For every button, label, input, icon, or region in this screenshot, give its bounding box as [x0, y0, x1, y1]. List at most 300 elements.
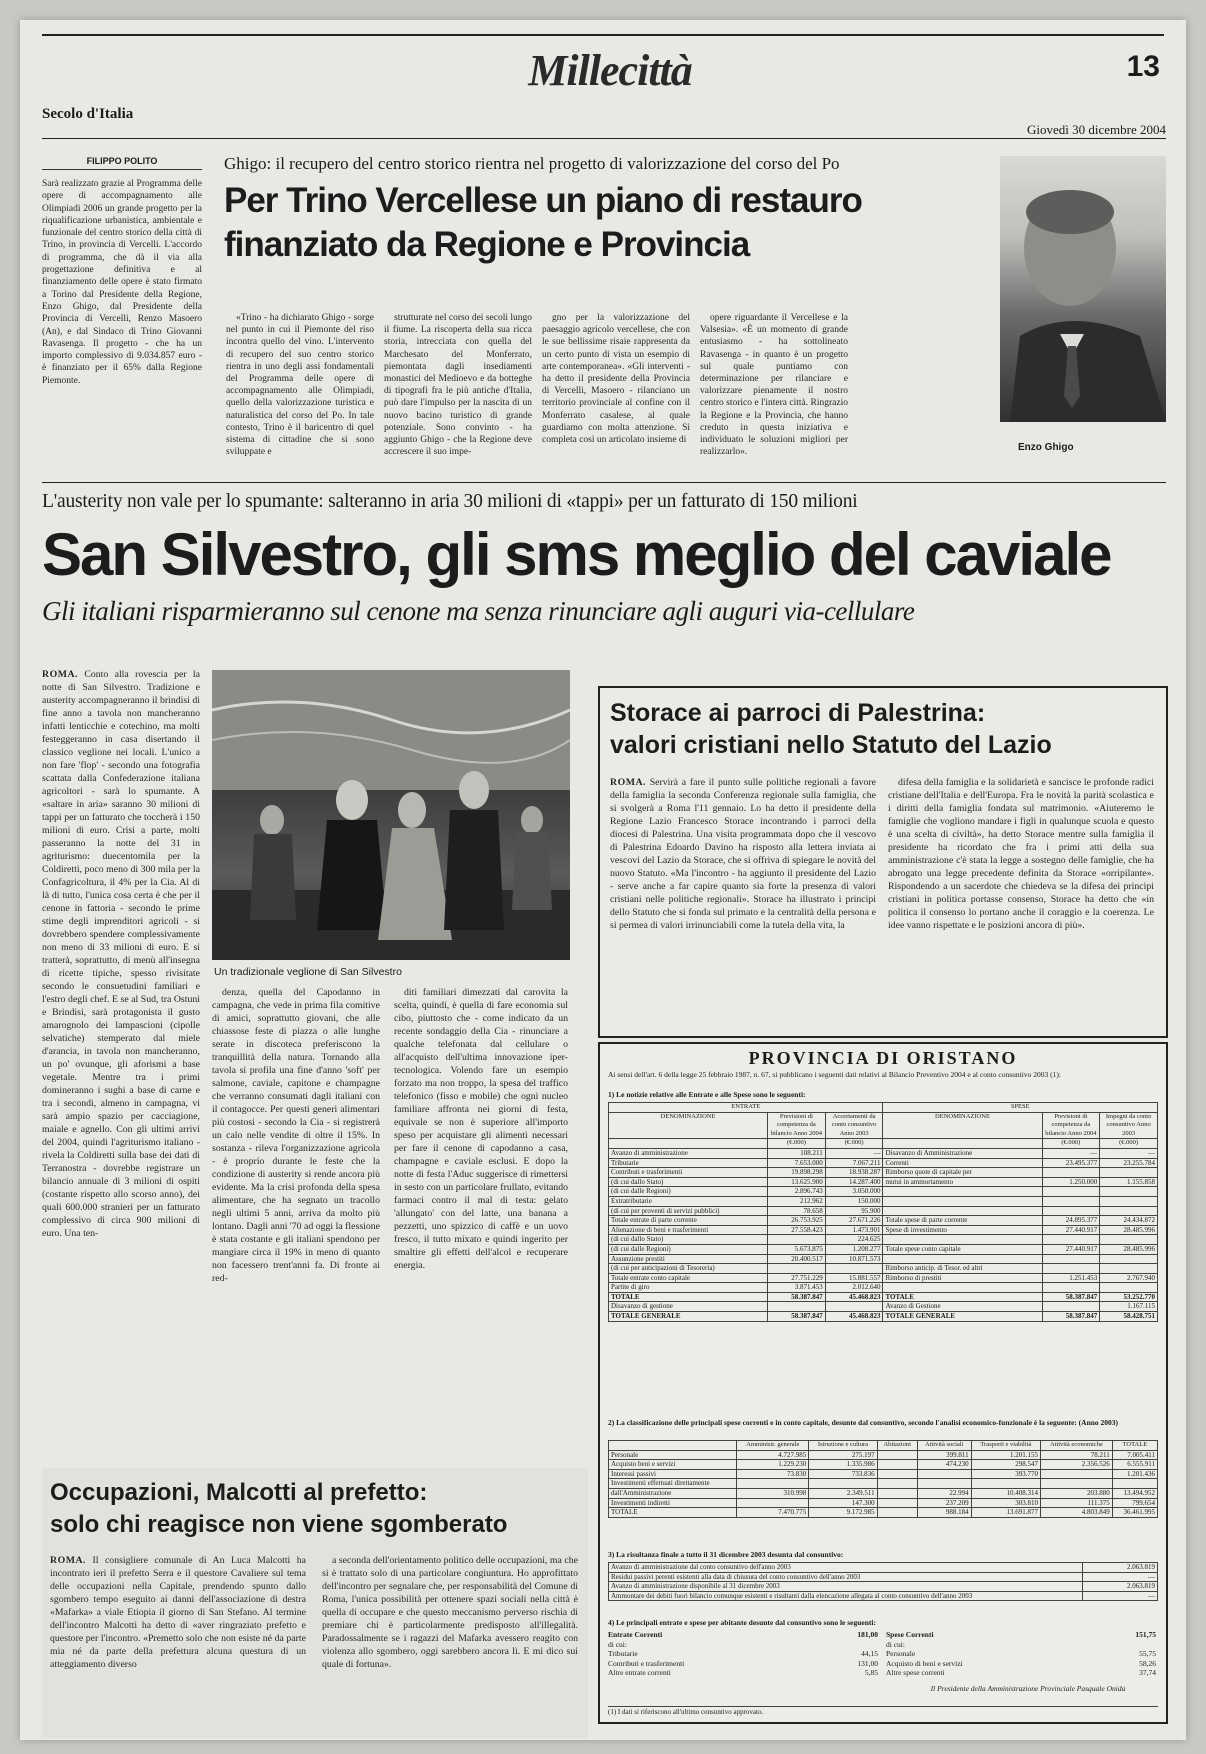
entrate-correnti-value: 181,00	[857, 1630, 878, 1639]
table-cell: 3.050.000	[825, 1187, 883, 1197]
table-cell: Disavanzo di gestione	[609, 1302, 768, 1312]
table-row	[609, 1235, 1158, 1245]
table-cell: 4.803.849	[1041, 1508, 1113, 1518]
table-cell	[971, 1479, 1040, 1489]
table-cell	[1042, 1254, 1100, 1264]
table-cell: 1.167.115	[1100, 1302, 1158, 1312]
table-row	[609, 1196, 1158, 1206]
table-cell: 18.938.287	[825, 1168, 883, 1178]
storace-col-1-text: Servirà a fare il punto sulle politiche regionali a favore della famiglia la seconda Conferenza regionale sulla famiglia, che si svolgerà a Roma l'11 gennaio. Lo ha detto il presidente della Regione Lazio Francesco Storace incontrando i parroci della diocesi di Palestrina. Una visita programmata dopo che il vescovo di Palestrina Edoardo Davino ha risposto alla lettera inviata ai vescovi del Lazio da Storace, che si offriva di spiegare le novità del nuovo Statuto. «Ma l'incontro - ha aggiunto il presidente del Lazio - serve anche a far capire quanto sia forte la presenza di valori cristiani nelle politiche regionali». Storace ha illustrato i principi dello Statuto che si fonda sul primato e la centralità della persona e si permea di valori irrinunciabili come la tutela della vita, la	[610, 777, 876, 931]
table-cell: 988.184	[917, 1508, 971, 1518]
table-cell	[1042, 1206, 1100, 1216]
table-cell: 4.727.985	[737, 1450, 809, 1460]
table-row	[609, 1469, 1158, 1479]
per-capita-label: Personale	[886, 1649, 916, 1658]
table-row	[609, 1582, 1158, 1592]
table-cell: mutui in ammortamento	[883, 1177, 1042, 1187]
trino-col-2-text: «Trino - ha dichiarato Ghigo - sorge nel punto in cui il Piemonte del riso incontra quello del vino. L'intervento di recupero del suo centro storico rientra in uno degli assi fondamentali del Programma delle opere di accompagnamento alle Olimpiadi, quello della valorizzazione turistica e naturalistica del corso del Po. In tale contesto, Trino è il baricentro di quel sistema di cittadine che si sono sviluppate e	[226, 313, 374, 458]
per-capita-row	[886, 1640, 1156, 1650]
unit-spacer	[883, 1139, 1042, 1149]
table-row	[609, 1225, 1158, 1235]
per-capita-row	[886, 1649, 1156, 1659]
table-cell: 27.440.917	[1042, 1244, 1100, 1254]
table-cell	[877, 1460, 917, 1470]
table-row	[609, 1488, 1158, 1498]
table-cell: 237.209	[917, 1498, 971, 1508]
table-cell	[1042, 1196, 1100, 1206]
table-cell: Correnti	[883, 1158, 1042, 1168]
per-capita-right	[886, 1630, 1156, 1678]
silvestro-col-3-text: diti familiari dimezzati dal carovita la scelta, quindi, è quella di fare economia sul cibo, piuttosto che - come indicato da un recente sondaggio della Cia - rinunciare a qualche telefonata dal cellulare o all'acquisto dell'ultima innovazione iper-tecnologica. Volendo fare un esempio forzato ma non troppo, la spesa del traffico telefonico (fisso e mobile) che ogni nucleo familiare affronta nei giorni di festa, equivale se non è superiore all'importo speso per acquistare gli alimenti necessari per fare il cenone di capodanno a casa, champagne e caviale esclusi. E dopo la notte di festa l'Aduc suggerisce di rimettersi in sesto con un particolare frullato, evitando farmaci contro il mal di testa: gelato 'allungato' con del latte, una banana a pezzetti, uno spizzico di caffè e un uovo fresco, il tutto mixato e quindi ingerito per smaltire gli effetti dell'alcol e recuperare energia.	[394, 987, 568, 1271]
table-cell: 212.962	[768, 1196, 826, 1206]
table-cell: Totale entrate di parte corrente	[609, 1216, 768, 1226]
dance-scene-illustration	[212, 670, 570, 960]
per-capita-value: 5,85	[864, 1668, 878, 1677]
table-cell	[1041, 1469, 1113, 1479]
section-rule	[42, 482, 1166, 483]
trino-headline-1: Per Trino Vercellese un piano di restauro	[224, 181, 862, 220]
table-cell: Disavanzo di Amministrazione	[883, 1148, 1042, 1158]
table-cell: 45.468.823	[825, 1312, 883, 1322]
table-cell: 14.287.400	[825, 1177, 883, 1187]
table-row	[609, 1168, 1158, 1178]
table-cell: Acquisto beni e servizi	[609, 1460, 737, 1470]
table-cell: Totale spese di parte corrente	[883, 1216, 1042, 1226]
table-row	[609, 1450, 1158, 1460]
table-row	[609, 1216, 1158, 1226]
col-header: Previsioni di competenza da bilancio Anno 2004	[768, 1112, 826, 1139]
table-cell	[1041, 1479, 1113, 1489]
table-cell: 7.067.211	[825, 1158, 883, 1168]
col-header: Accertamenti da conto consuntivo Anno 2003	[825, 1112, 883, 1139]
table-cell: —	[825, 1148, 883, 1158]
table-cell	[1100, 1264, 1158, 1274]
table-cell	[1042, 1264, 1100, 1274]
table-cell: 310.998	[737, 1488, 809, 1498]
table-cell	[877, 1498, 917, 1508]
table-cell: dall'Amministrazione	[609, 1488, 737, 1498]
table-cell: 1.208.277	[825, 1244, 883, 1254]
table-cell	[1042, 1187, 1100, 1197]
table-cell: 27.440.917	[1042, 1225, 1100, 1235]
table-cell: 399.811	[917, 1450, 971, 1460]
table-cell	[917, 1469, 971, 1479]
oristano-rows	[609, 1148, 1158, 1321]
table-cell: Investimenti indiretti	[609, 1498, 737, 1508]
table-row	[609, 1177, 1158, 1187]
table-cell	[1100, 1168, 1158, 1178]
table-2-header	[609, 1441, 1158, 1451]
table-cell	[1042, 1168, 1100, 1178]
unit-label: (€.000)	[825, 1139, 883, 1149]
silvestro-subhead: Gli italiani risparmieranno sul cenone ma senza rinunciare agli auguri via-cellulare	[42, 596, 915, 626]
occupazioni-dateline: ROMA.	[50, 1555, 86, 1566]
trino-col-3-text: strutturate nel corso dei secoli lungo il fiume. La riscoperta della sua ricca storia, intrecciata con quella del Marchesato del Monferrato, piemontata dagli insediamenti monastici del Medioevo e da botteghe di tipografi fra le più antiche d'Italia, può dare l'impulso per la nascita di un nuovo bacino turistico di grande potenziale. Sono convinto - ha aggiunto Ghigo - che la Regione deve accrescere il suo impe-	[384, 313, 532, 458]
section-title: Millecittà	[528, 46, 692, 95]
portrait-illustration	[1000, 156, 1166, 422]
table-cell: 1.229.230	[737, 1460, 809, 1470]
table-cell: 1.155.858	[1100, 1177, 1158, 1187]
per-capita-value: 44,15	[861, 1649, 878, 1658]
table-cell	[825, 1264, 883, 1274]
per-capita-label: Altre spese correnti	[886, 1668, 945, 1677]
silvestro-col-1-text: Conto alla rovescia per la notte di San Silvestro. Tradizione e austerity accompagneranno il brindisi di fine anno a tavola non mancheranno infatti lenticchie e cotechino, ma molti festeggeranno in casa disertando il classico veglione nei locali. L'unico a non fare 'flop' - secondo una fotografia scattata dalla Confederazione italiana agricoltori - sarà lo spumante. A «saltare in aria» saranno 30 milioni di tappi per un fatturato che toccherà i 150 milioni di euro. Crisi a parte, molti passeranno la notte del 31 in agriturismo: duecentomila per la Coldiretti, poco meno di 300 mila per la Confagricoltura, il 4% per la Cia. Al di là di tutto, l'unica cosa certa è che per il cenone in fattoria - secondo le prime stime degli imprenditori agricoli - si dovrebbero spendere complessivamente non meno di 33 milioni di euro. E si tratterà, soprattutto, di menù all'insegna di ricette tipiche, spesso rivisitate secondo le consuetudini familiari e l'estro degli chef. E se al Sud, tra Ostuni e Brindisi, sarà protagonista il gusto amarognolo dei lampascioni (cipolle selvatiche) stemperato dal miele d'arancia, in tavola non mancheranno, un po' ovunque, gli aforismi a base vegetale. Mentre tra i primi domineranno i sughi a base di carne e tra i secondi, almeno in campagna, vi sarà ampio spazio per cacciagione, maiale e agnello. Con gli ultimi arrivi del 2004, quindi l'agriturismo italiano - rivela la Coldiretti sulla base dei dati di Terranostra - dovrebbe registrare un bilancio annuale di 3 milioni di ospiti (costante rispetto allo scorso anno), dei quali 600.000 stranieri per un fatturato complessivo di circa 900 milioni di euro. Una ten-	[42, 669, 200, 1239]
trino-lead-column	[42, 178, 202, 478]
table-row	[609, 1508, 1158, 1518]
table-cell: 13.494.952	[1112, 1488, 1157, 1498]
table-cell: 28.485.996	[1100, 1225, 1158, 1235]
table-cell: 78.658	[768, 1206, 826, 1216]
table-cell: Attività economiche	[1041, 1441, 1113, 1451]
table-cell: 28.485.996	[1100, 1244, 1158, 1254]
col-header: Impegni da conto consuntivo Anno 2003	[1100, 1112, 1158, 1139]
table-cell: 5.673.875	[768, 1244, 826, 1254]
oristano-table-2	[608, 1440, 1158, 1518]
table-cell: (di cui dalle Regioni)	[609, 1187, 768, 1197]
table-cell	[768, 1235, 826, 1245]
table-cell: 78.211	[1041, 1450, 1113, 1460]
entrate-correnti-label: Entrate Correnti	[608, 1630, 663, 1639]
table-cell: 2.063.819	[1083, 1563, 1158, 1573]
table-cell	[768, 1302, 826, 1312]
table-cell: 95.900	[825, 1206, 883, 1216]
table-cell: —	[1083, 1572, 1158, 1582]
table-cell: 2.896.743	[768, 1187, 826, 1197]
occupazioni-col-1-text: Il consigliere comunale di An Luca Malcotti ha incontrato ieri il prefetto Serra e il questore Cavaliere sul tema delle occupazioni nella Capitale, prendendo spunto dallo sgombero tempo eseguito ai danni dell'associazione di destra «Mafarka» a viale Etiopia il giorno di San Stefano. Al termine dell'incontro Malcotti ha detto di «aver ringraziato prefetto e questore per l'incontro. «Premetto solo che non esiste né da parte mia né da parte della prefettura alcuna questura di un atteggiamento diverso	[50, 1555, 306, 1670]
table-cell: —	[1083, 1591, 1158, 1601]
table-cell: 58.387.847	[1042, 1292, 1100, 1302]
oristano-section-1: 1) Le notizie relative alle Entrate e alle Spese sono le seguenti:	[608, 1090, 806, 1099]
table-cell: Tributarie	[609, 1158, 768, 1168]
table-cell: Spese di investimento	[883, 1225, 1042, 1235]
table-cell	[883, 1283, 1042, 1293]
table-cell: 58.428.751	[1100, 1312, 1158, 1322]
table-row	[609, 1591, 1158, 1601]
table-cell: 203.880	[1041, 1488, 1113, 1498]
table-cell: —	[1100, 1148, 1158, 1158]
table-cell: Assunzione prestiti	[609, 1254, 768, 1264]
per-capita-right-rows	[886, 1640, 1156, 1678]
table-cell: Investimenti effettuati direttamente	[609, 1479, 737, 1489]
table-cell	[883, 1235, 1042, 1245]
table-cell	[1100, 1283, 1158, 1293]
oristano-title: PROVINCIA DI ORISTANO	[748, 1048, 1018, 1068]
table-cell: 10.408.314	[971, 1488, 1040, 1498]
oristano-table-1	[608, 1102, 1158, 1322]
occupazioni-headline-1: Occupazioni, Malcotti al prefetto:	[50, 1479, 428, 1506]
table-cell: 7.470.775	[737, 1508, 809, 1518]
trino-lead-text: Sarà realizzato grazie al Programma delle opere di accompagnamento alle Olimpiadi 2006 un grande progetto per la riqualificazione urbanistica, ambientale e funzionale del centro storico della città di Trino, in provincia di Vercelli. L'accordo di programma, che dà il via alla progettazione definitiva e al finanziamento delle opere è stato firmato a Torino dal Presidente della Regione, Enzo Ghigo, dal Presidente della Provincia di Vercelli, Renzo Masoero (An), e dal Sindaco di Trino Giovanni Ravasenga. Il progetto - che ha un importo complessivo di 9.034.857 euro - è finanziato per il 65% dalla Regione Piemonte.	[42, 179, 202, 386]
table-cell: 22.994	[917, 1488, 971, 1498]
per-capita-label: Acquisto di beni e servizi	[886, 1658, 963, 1668]
table-cell: 1.201.436	[1112, 1469, 1157, 1479]
oristano-section-4: 4) Le principali entrate e spese per abitante desunte dal consuntivo sono le seguenti:	[608, 1618, 876, 1627]
table-row	[609, 1572, 1158, 1582]
table-row	[609, 1292, 1158, 1302]
table-cell: 23.255.784	[1100, 1158, 1158, 1168]
per-capita-row	[886, 1659, 1156, 1669]
silvestro-kicker: L'austerity non vale per lo spumante: salteranno in aria 30 milioni di «tappi» per un fatturato di 150 milioni	[42, 491, 858, 512]
table-row	[609, 1563, 1158, 1573]
table-cell: TOTALE GENERALE	[609, 1312, 768, 1322]
trino-col-5-text: opere riguardante il Vercellese e la Valsesia». «È un momento di grande entusiasmo - ha sottolineato Ravasenga - in quanto è un progetto sul quale puntiamo con determinazione per rilanciare e valorizzare pienamente il nostro centro storico e l'intera città. Ringrazio la Regione e la Provincia, che hanno creduto in questa iniziativa e individuato le soluzioni migliori per realizzarlo».	[700, 313, 848, 458]
table-row	[609, 1312, 1158, 1322]
table-2-rows	[609, 1450, 1158, 1517]
trino-col-3	[384, 312, 532, 480]
storace-col-2-text: difesa della famiglia e la solidarietà e sancisce le profonde radici cristiane dell'Italia e dell'Europa. Fra le novità la parità scolastica e i diritti della famiglia fondata sul matrimonio. «Aiuteremo le famiglie che vogliono mandare i figli in qualunque scuola e questo è una scelta di civiltà», ha detto Storace mentre sulla famiglia il presidente ha ricordato che fra i primi atti della sua amministrazione c'è stata la legge a sostegno delle famiglie, che ha abrogato una legge precedente definita da Storace «orripilante». Rispondendo a un sacerdote che chiedeva se la difesa dei principi cristiani in politica portasse consenso, Storace ha detto che «in politica il consenso lo portano anche il coraggio e la coerenza. Le idee vanno rispettate e le posizioni ancora di più».	[888, 777, 1154, 931]
table-row	[609, 1283, 1158, 1293]
table-cell: 58.387.847	[768, 1312, 826, 1322]
paper-name: Secolo d'Italia	[42, 106, 134, 122]
table-cell: 6.555.911	[1112, 1460, 1157, 1470]
oristano-notice	[598, 1042, 1168, 1724]
table-cell: TOTALE	[1112, 1441, 1157, 1451]
table-cell	[737, 1498, 809, 1508]
table-cell: 24.895.377	[1042, 1216, 1100, 1226]
table-row	[609, 1498, 1158, 1508]
trino-col-4-text: gno per la valorizzazione del paesaggio agricolo vercellese, che con le sue bellissime risaie rappresenta da un certo punto di vista un esempio di arte contemporanea». «Gli interventi - ha detto il presidente della Provincia di Vercelli, Masoero - rilanciano un territorio provinciale al confine con il Monferrato casalese, al quale guardiamo con molta attenzione. Si completa così un articolato insieme di	[542, 313, 690, 446]
entrate-correnti-row	[608, 1630, 878, 1640]
table-cell: Avanzo di amministrazione dal conto consuntivo dell'anno 2003	[609, 1563, 1083, 1573]
trino-col-4	[542, 312, 690, 480]
silvestro-col-2	[212, 986, 380, 1458]
table-cell: Ammontare dei debiti fuori bilancio comunque esistenti e risultanti dalla elencazione allegata al conto consuntivo dell'anno 2003	[609, 1591, 1083, 1601]
table-row	[609, 1187, 1158, 1197]
table-cell: 2.356.526	[1041, 1460, 1113, 1470]
table-row	[609, 1273, 1158, 1283]
per-capita-row	[608, 1668, 878, 1678]
silvestro-headline: San Silvestro, gli sms meglio del caviale	[42, 521, 1111, 588]
per-capita-row	[608, 1640, 878, 1650]
trino-col-5	[700, 312, 848, 480]
per-capita-value: 55,75	[1139, 1649, 1156, 1658]
table-cell	[883, 1254, 1042, 1264]
spese-correnti-row	[886, 1630, 1156, 1640]
table-cell	[1100, 1235, 1158, 1245]
table-cell: 275.197	[809, 1450, 877, 1460]
trino-headline-2: finanziato da Regione e Provincia	[224, 225, 750, 264]
table-cell: (di cui dalle Regioni)	[609, 1244, 768, 1254]
table-cell: 73.830	[737, 1469, 809, 1479]
table-cell: 19.898.298	[768, 1168, 826, 1178]
table-cell: TOTALE	[609, 1292, 768, 1302]
per-capita-row	[608, 1659, 878, 1669]
silvestro-col-3	[394, 986, 568, 1458]
per-capita-label: di cui:	[608, 1639, 627, 1649]
table-cell: TOTALE	[883, 1292, 1042, 1302]
table-row	[609, 1254, 1158, 1264]
storace-col-1	[610, 776, 876, 1028]
table-cell: —	[1042, 1148, 1100, 1158]
table-cell: (di cui dallo Stato)	[609, 1235, 768, 1245]
table-cell: 733.836	[809, 1469, 877, 1479]
table-cell: 474.230	[917, 1460, 971, 1470]
table-cell: Totale spese conto capitale	[883, 1244, 1042, 1254]
table-cell: Rimborso di prestiti	[883, 1273, 1042, 1283]
table-cell: 1.473.901	[825, 1225, 883, 1235]
silvestro-dateline: ROMA.	[42, 669, 78, 680]
issue-date: Giovedì 30 dicembre 2004	[1027, 122, 1166, 137]
masthead-rule	[42, 138, 1166, 139]
table-cell: 15.881.557	[825, 1273, 883, 1283]
table-cell: Rimborso quote di capitale per	[883, 1168, 1042, 1178]
entrate-label: ENTRATE	[609, 1103, 883, 1113]
newspaper-page	[20, 20, 1186, 1740]
veglione-caption: Un tradizionale veglione di San Silvestro	[214, 966, 402, 978]
occupazioni-col-2	[322, 1554, 578, 1736]
trino-col-2	[226, 312, 374, 480]
oristano-footnote: (1) I dati si riferiscono all'ultimo consuntivo approvato.	[608, 1706, 1158, 1716]
table-cell: Personale	[609, 1450, 737, 1460]
oristano-section-2: 2) La classificazione delle principali spese correnti e in conto capitale, desunte dal consuntivo, secondo l'analisi economico-funzionale è la seguente: (Anno 2003)	[608, 1418, 1119, 1427]
storace-headline-2: valori cristiani nello Statuto del Lazio	[610, 731, 1052, 759]
table-cell: 26.753.925	[768, 1216, 826, 1226]
table-cell: 2.063.819	[1083, 1582, 1158, 1592]
table-cell: Rimborso anticip. di Tesor. ed altri	[883, 1264, 1042, 1274]
table-cell: 9.172.985	[809, 1508, 877, 1518]
table-cell: Amministr. generale	[737, 1441, 809, 1451]
oristano-table-3	[608, 1562, 1158, 1601]
table-cell: 10.871.573	[825, 1254, 883, 1264]
table-cell: 27.558.423	[768, 1225, 826, 1235]
per-capita-value: 37,74	[1139, 1668, 1156, 1677]
table-cell: 3.871.453	[768, 1283, 826, 1293]
table-row	[609, 1148, 1158, 1158]
table-cell	[809, 1479, 877, 1489]
table-cell: 1.251.453	[1042, 1273, 1100, 1283]
table-cell: (di cui per anticipazioni di Tesoreria)	[609, 1264, 768, 1274]
table-cell: 24.434.872	[1100, 1216, 1158, 1226]
table-cell: 2.349.511	[809, 1488, 877, 1498]
table-cell	[825, 1302, 883, 1312]
oristano-section-3: 3) La risultanza finale a tutto il 31 dicembre 2003 desunta dal consuntivo:	[608, 1550, 844, 1559]
table-cell: 1.201.155	[971, 1450, 1040, 1460]
table-cell: 2.767.940	[1100, 1273, 1158, 1283]
table-cell	[883, 1206, 1042, 1216]
table-cell: 1.250.000	[1042, 1177, 1100, 1187]
table-cell: 147.300	[809, 1498, 877, 1508]
page-number: 13	[1126, 50, 1160, 83]
spese-correnti-label: Spese Correnti	[886, 1630, 934, 1639]
per-capita-row	[608, 1649, 878, 1659]
ghigo-photo	[1000, 156, 1166, 422]
unit-spacer	[609, 1139, 768, 1149]
table-cell: TOTALE	[609, 1508, 737, 1518]
storace-col-2	[888, 776, 1154, 1028]
table-cell: 53.252.770	[1100, 1292, 1158, 1302]
table-cell: 7.653.000	[768, 1158, 826, 1168]
table-cell	[1112, 1479, 1157, 1489]
storace-box	[598, 686, 1168, 1038]
spese-label: SPESE	[883, 1103, 1158, 1113]
table-cell: TOTALE GENERALE	[883, 1312, 1042, 1322]
per-capita-value: 131,00	[857, 1658, 878, 1668]
top-rule	[42, 34, 1164, 36]
table-cell: 393.770	[971, 1469, 1040, 1479]
table-cell	[883, 1196, 1042, 1206]
table-3-rows	[609, 1563, 1158, 1601]
table-cell: 1.335.986	[809, 1460, 877, 1470]
oristano-intro: Ai sensi dell'art. 6 della legge 25 febbraio 1987, n. 67, si pubblicano i seguenti dati relativi al Bilancio Preventivo 2004 e al conto consuntivo 2003 (1):	[608, 1070, 1061, 1079]
table-cell: 20.400.517	[768, 1254, 826, 1264]
table-cell	[877, 1488, 917, 1498]
silvestro-col-1	[42, 668, 200, 1458]
silvestro-col-2-text: denza, quella del Capodanno in campagna, che vede in prima fila comitive di amici, soprattutto giovani, che alle chiassose feste di piazza o alle lunghe serate in discoteca preferiscono la tranquillità della natura. Tornando alla tavola si profila una fine d'anno 'soft' per salmone, caviale, capitone e champagne che verranno consumati dagli italiani con il contagocce. Per questi generi alimentari più costosi - secondo la Cia - si registrerà un calo nelle vendite di oltre il 15%. In sostanza - rileva l'organizzazione agricola - è proprio durante le feste che la condizione di austerity si rende ancora più evidente. Ma la crisi profonda della spesa alimentare, che ha segnato un tracollo negli ultimi 5 anni, arriva da molto più lontano. Dagli anni '70 ad oggi la flessione è stata costante e gli italiani spendono per mangiare circa il 19% in meno di quanto non facessero trent'anni fa. Di fronte ai red-	[212, 987, 380, 1284]
table-cell	[1100, 1187, 1158, 1197]
table-cell: Trasporti e viabilità	[971, 1441, 1040, 1451]
per-capita-left	[608, 1630, 878, 1678]
table-cell: Avanzo di amministrazione	[609, 1148, 768, 1158]
table-cell	[877, 1450, 917, 1460]
table-cell: 23.495.377	[1042, 1158, 1100, 1168]
table-cell: Avanzo di Gestione	[883, 1302, 1042, 1312]
table-cell: 13.691.877	[971, 1508, 1040, 1518]
table-cell: 150.000	[825, 1196, 883, 1206]
table-row	[609, 1158, 1158, 1168]
table-cell	[1042, 1235, 1100, 1245]
table-cell	[877, 1508, 917, 1518]
table-cell: Extratributarie	[609, 1196, 768, 1206]
table-cell	[768, 1264, 826, 1274]
occupazioni-col-1	[50, 1554, 306, 1736]
table-cell: Abitazioni	[877, 1441, 917, 1451]
occupazioni-col-2-text: a seconda dell'orientamento politico delle occupazioni, ma che si è trattato solo di una particolare congiuntura. Ho approfittato dell'incontro per segnalare che, per responsabilità del Comune di Roma, l'unica possibilità per ottenere spazi sociali nella città è quella di occupare e che questo meccanismo perverso rischia di premiare chi è particolarmente predisposto all'illegalità. Paradossalmente se i ragazzi del Mafarka avessero reagito con violenza allo sgombero, oggi sarebbero ancora lì. E mi dico sui quale di fortuna».	[322, 1555, 578, 1670]
table-cell: 224.625	[825, 1235, 883, 1245]
table-cell	[883, 1187, 1042, 1197]
table-cell: 7.005.411	[1112, 1450, 1157, 1460]
table-cell: Attività sociali	[917, 1441, 971, 1451]
table-cell: Partite di giro	[609, 1283, 768, 1293]
oristano-signature: Il Presidente della Amministrazione Provinciale Pasquale Onida	[930, 1684, 1126, 1693]
table-cell: 27.751.229	[768, 1273, 826, 1283]
storace-headline-1: Storace ai parroci di Palestrina:	[610, 699, 986, 727]
table-cell: Alienazione di beni e trasferimenti	[609, 1225, 768, 1235]
col-header: Previsioni di competenza da bilancio Anno 2004	[1042, 1112, 1100, 1139]
table-cell: (di cui dallo Stato)	[609, 1177, 768, 1187]
per-capita-label: Altre entrate correnti	[608, 1668, 671, 1677]
trino-kicker: Ghigo: il recupero del centro storico rientra nel progetto di valorizzazione del corso del Po	[224, 154, 840, 173]
trino-byline: FILIPPO POLITO	[42, 156, 202, 170]
spese-correnti-value: 151,75	[1135, 1630, 1156, 1639]
table-row	[609, 1264, 1158, 1274]
table-cell	[737, 1479, 809, 1489]
col-header: DENOMINAZIONE	[609, 1112, 768, 1139]
table-cell: 36.461.995	[1112, 1508, 1157, 1518]
table-cell: 298.547	[971, 1460, 1040, 1470]
table-cell: 2.012.640	[825, 1283, 883, 1293]
col-header: DENOMINAZIONE	[883, 1112, 1042, 1139]
per-capita-label: Tributarie	[608, 1649, 638, 1658]
table-cell: 58.387.847	[1042, 1312, 1100, 1322]
table-cell: Istruzione e cultura	[809, 1441, 877, 1451]
per-capita-label: Contributi e trasferimenti	[608, 1658, 685, 1668]
unit-label: (€.000)	[768, 1139, 826, 1149]
table-cell	[1100, 1254, 1158, 1264]
table-cell	[1100, 1196, 1158, 1206]
table-cell	[877, 1469, 917, 1479]
table-cell: Interessi passivi	[609, 1469, 737, 1479]
table-cell: Residui passivi perenti esistenti alla data di chiusura del conto consuntivo dell'anno 2003	[609, 1572, 1083, 1582]
per-capita-value: 58,26	[1139, 1658, 1156, 1668]
per-capita-label: di cui:	[886, 1639, 905, 1649]
table-cell	[1042, 1283, 1100, 1293]
table-cell: Contributi e trasferimenti	[609, 1168, 768, 1178]
table-cell: Totale entrate conto capitale	[609, 1273, 768, 1283]
storace-dateline: ROMA.	[610, 777, 646, 788]
table-cell: 111.375	[1041, 1498, 1113, 1508]
table-cell: 27.671.226	[825, 1216, 883, 1226]
occupazioni-article	[42, 1468, 588, 1738]
